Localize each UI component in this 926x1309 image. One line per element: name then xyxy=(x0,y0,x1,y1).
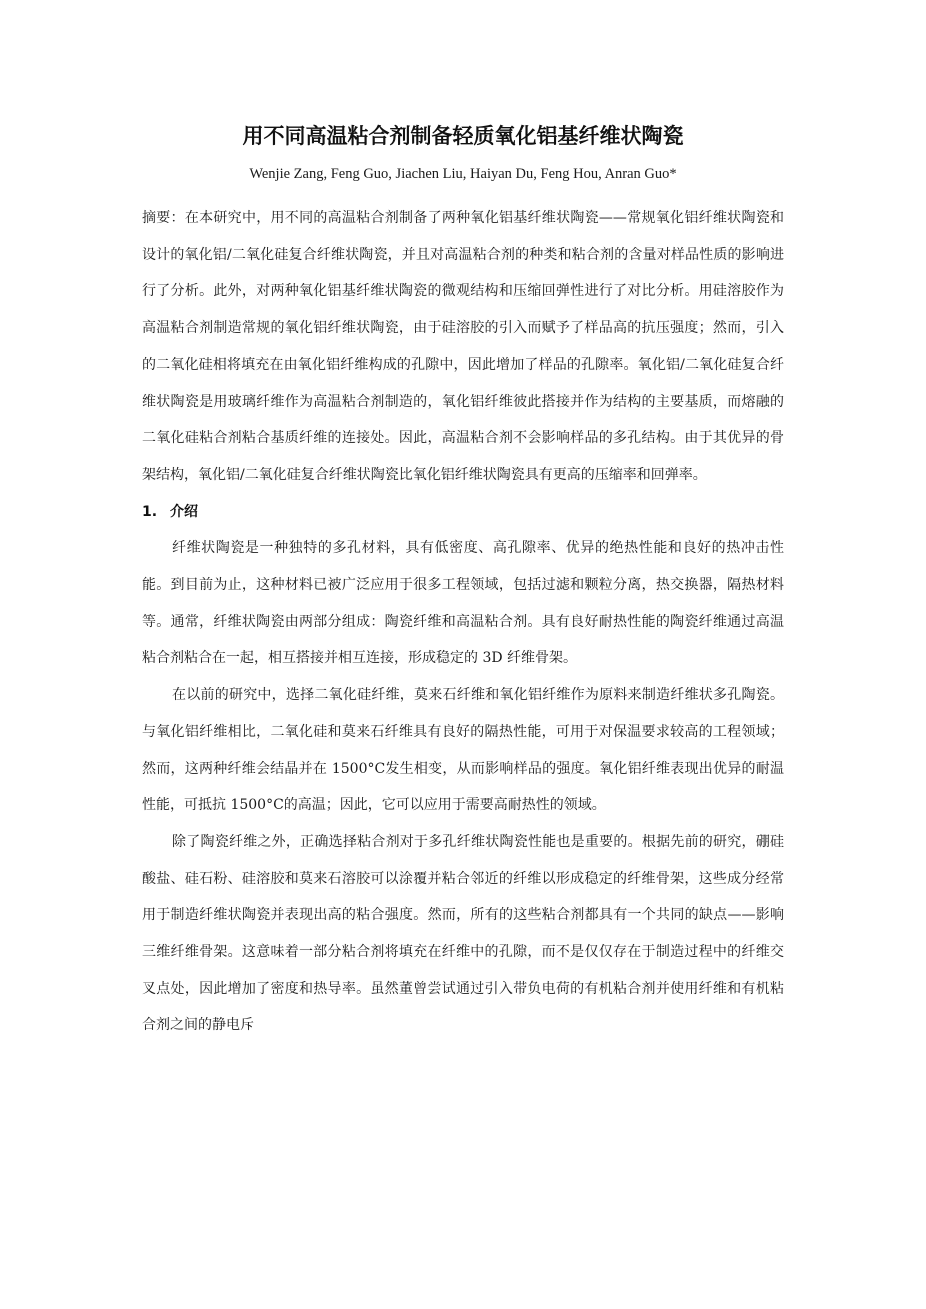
paper-body xyxy=(142,200,784,1044)
author-list: Wenjie Zang, Feng Guo, Jiachen Liu, Haiyan Du, Feng Hou, Anran Guo* xyxy=(249,166,677,182)
body-paragraph: 纤维状陶瓷是一种独特的多孔材料，具有低密度、高孔隙率、优异的绝热性能和良好的热冲击性能。到目前为止，这种材料已被广泛应用于很多工程领域，包括过滤和颗粒分离，热交换器，隔热材料等。通常，纤维状陶瓷由两部分组成：陶瓷纤维和高温粘合剂。具有良好耐热性能的陶瓷纤维通过高温粘合剂粘合在一起，相互搭接并相互连接，形成稳定的 3D 纤维骨架。 xyxy=(142,540,784,667)
body-paragraph: 除了陶瓷纤维之外，正确选择粘合剂对于多孔纤维状陶瓷性能也是重要的。根据先前的研究，硼硅酸盐、硅石粉、硅溶胶和莫来石溶胶可以涂覆并粘合邻近的纤维以形成稳定的纤维骨架，这些成分经常用于制造纤维状陶瓷并表现出高的粘合强度。然而，所有的这些粘合剂都具有一个共同的缺点——影响三维纤维骨架。这意味着一部分粘合剂将填充在纤维中的孔隙，而不是仅仅存在于制造过程中的纤维交叉点处，因此增加了密度和热导率。虽然董曾尝试通过引入带负电荷的有机粘合剂并使用纤维和有机粘合剂之间的静电斥 xyxy=(142,833,784,1034)
paper-title: 用不同高温粘合剂制备轻质氧化铝基纤维状陶瓷 xyxy=(242,124,684,148)
abstract-paragraph: 摘要：在本研究中，用不同的高温粘合剂制备了两种氧化铝基纤维状陶瓷——常规氧化铝纤维状陶瓷和设计的氧化铝/二氧化硅复合纤维状陶瓷，并且对高温粘合剂的种类和粘合剂的含量对样品性质的影响进行了分析。此外，对两种氧化铝基纤维状陶瓷的微观结构和压缩回弹性进行了对比分析。用硅溶胶作为高温粘合剂制造常规的氧化铝纤维状陶瓷，由于硅溶胶的引入而赋予了样品高的抗压强度；然而，引入的二氧化硅相将填充在由氧化铝纤维构成的孔隙中，因此增加了样品的孔隙率。氧化铝/二氧化硅复合纤维状陶瓷是用玻璃纤维作为高温粘合剂制造的，氧化铝纤维彼此搭接并作为结构的主要基质，而熔融的二氧化硅粘合剂粘合基质纤维的连接处。因此，高温粘合剂不会影响样品的多孔结构。由于其优异的骨架结构，氧化铝/二氧化硅复合纤维状陶瓷比氧化铝纤维状陶瓷具有更高的压缩率和回弹率。 xyxy=(142,210,784,483)
section-number: 1. xyxy=(142,503,158,520)
body-paragraph: 在以前的研究中，选择二氧化硅纤维，莫来石纤维和氧化铝纤维作为原料来制造纤维状多孔陶瓷。与氧化铝纤维相比，二氧化硅和莫来石纤维具有良好的隔热性能，可用于对保温要求较高的工程领域；然而，这两种纤维会结晶并在 1500°C发生相变，从而影响样品的强度。氧化铝纤维表现出优异的耐温性能，可抵抗 1500°C的高温；因此，它可以应用于需要高耐热性的领域。 xyxy=(142,687,784,814)
section-title: 介绍 xyxy=(170,503,198,520)
section-heading-introduction xyxy=(142,494,784,531)
